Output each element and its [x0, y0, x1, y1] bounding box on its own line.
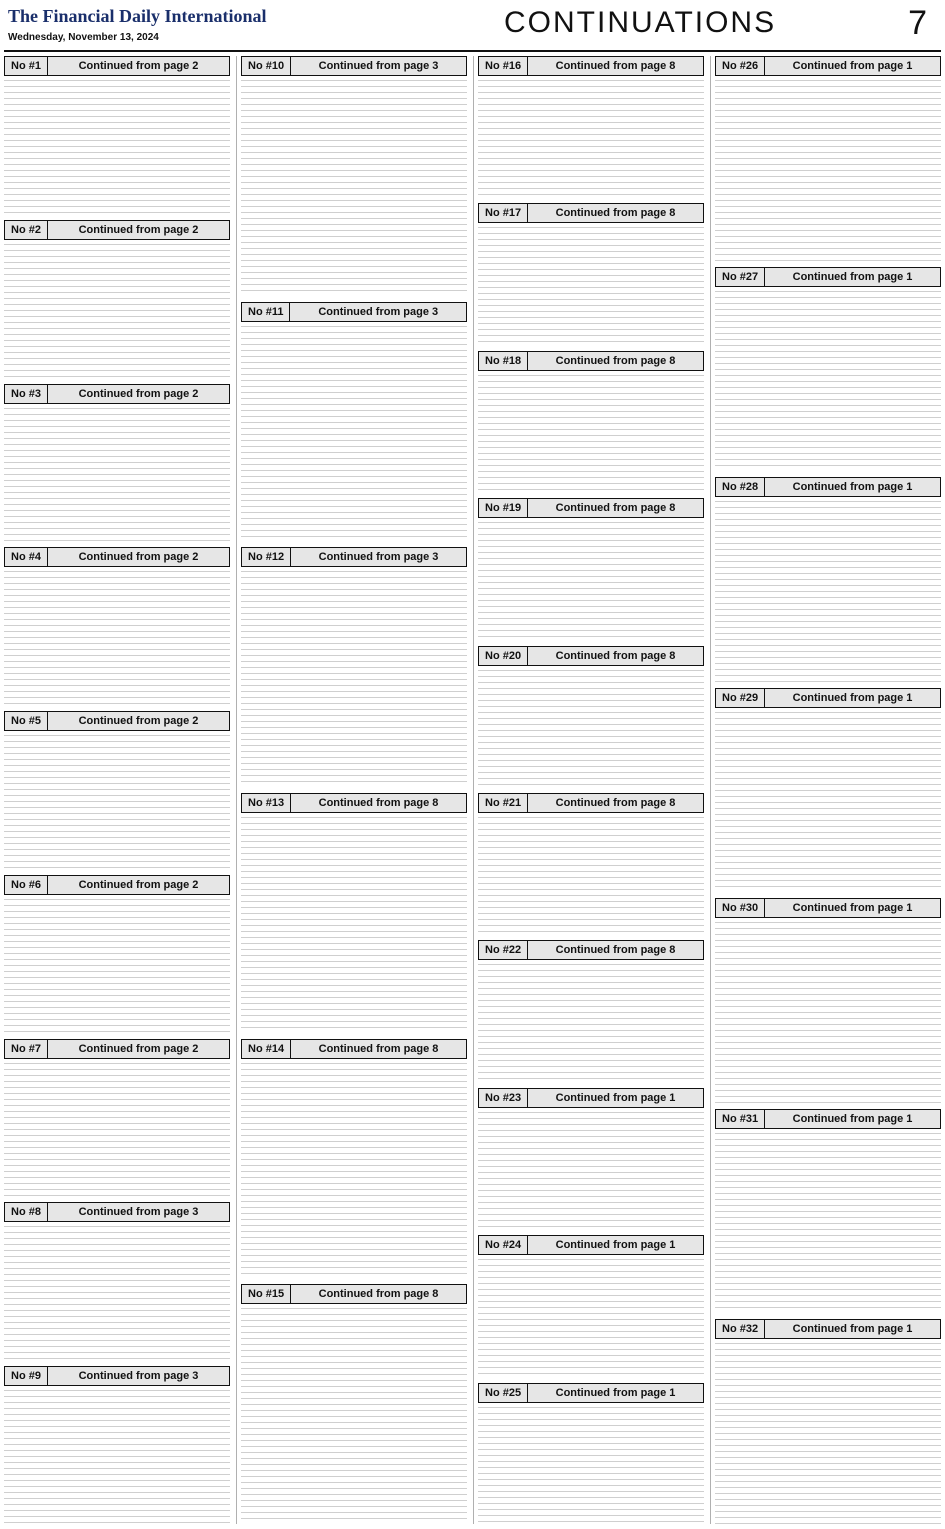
continuation-label: Continued from page 8: [555, 649, 676, 662]
article-body-placeholder: [478, 522, 704, 639]
continuation-number: No #5: [5, 712, 48, 730]
continuation-label: Continued from page 1: [792, 270, 913, 283]
continuation-block: [478, 1235, 704, 1376]
continuation-block: [478, 793, 704, 934]
continuation-label: Continued from page 1: [792, 1323, 913, 1336]
continuation-block: [241, 1284, 467, 1524]
continuation-label: Continued from page 1: [555, 1091, 676, 1104]
continuation-label: Continued from page 2: [78, 60, 199, 72]
continuation-label: Continued from page 8: [318, 1042, 439, 1055]
continuation-number: No #26: [716, 57, 765, 75]
continuation-number: No #1: [5, 57, 48, 75]
article-body-placeholder: [715, 1343, 941, 1524]
continuation-header: [4, 56, 230, 76]
article-body-placeholder: [4, 899, 230, 1033]
continuation-number: No #31: [716, 1110, 765, 1128]
continuations-grid: [4, 56, 941, 1524]
article-body-placeholder: [478, 1112, 704, 1229]
continuation-label: Continued from page 1: [792, 1112, 913, 1125]
continuation-number: No #18: [479, 352, 528, 370]
continuation-number: No #28: [716, 478, 765, 496]
continuation-block: [715, 56, 941, 261]
continuation-header: [4, 220, 230, 240]
article-body-placeholder: [241, 571, 467, 787]
continuation-block: [4, 875, 230, 1033]
article-body-placeholder: [715, 501, 941, 682]
continuation-number: No #19: [479, 499, 528, 517]
continuation-number: No #27: [716, 268, 765, 286]
continuation-label: Continued from page 1: [792, 902, 913, 915]
article-body-placeholder: [478, 375, 704, 492]
continuation-label: Continued from page 3: [318, 60, 439, 72]
continuation-header: [715, 56, 941, 76]
article-body-placeholder: [241, 1063, 467, 1279]
continuation-header: [478, 940, 704, 960]
continuation-number: No #24: [479, 1236, 528, 1254]
continuation-label: Continued from page 1: [555, 1239, 676, 1252]
continuation-header: [478, 646, 704, 666]
continuation-header: [478, 1088, 704, 1108]
continuation-number: No #9: [5, 1367, 48, 1385]
continuation-block: [4, 1202, 230, 1360]
continuation-block: [241, 302, 467, 542]
continuation-label: Continued from page 2: [78, 223, 199, 236]
article-body-placeholder: [4, 244, 230, 378]
continuation-label: Continued from page 2: [78, 878, 199, 891]
continuation-block: [4, 1039, 230, 1197]
continuation-label: Continued from page 8: [555, 207, 676, 220]
continuation-label: Continued from page 3: [78, 1206, 199, 1219]
continuation-block: [241, 547, 467, 787]
continuation-label: Continued from page 1: [792, 691, 913, 704]
continuation-header: [241, 1039, 467, 1059]
article-body-placeholder: [478, 80, 704, 197]
issue-date: Wednesday, November 13, 2024: [8, 32, 159, 43]
continuation-number: No #22: [479, 941, 528, 959]
continuation-header: [715, 477, 941, 497]
continuation-header: [478, 1383, 704, 1403]
article-body-placeholder: [715, 922, 941, 1103]
continuation-label: Continued from page 3: [318, 305, 439, 318]
continuation-block: [715, 1319, 941, 1524]
continuation-block: [478, 646, 704, 787]
continuation-number: No #16: [479, 57, 528, 75]
article-body-placeholder: [241, 817, 467, 1033]
continuation-block: [241, 1039, 467, 1279]
continuation-block: [4, 547, 230, 705]
continuation-block: [715, 688, 941, 893]
continuation-label: Continued from page 2: [78, 551, 199, 564]
continuation-number: No #2: [5, 221, 48, 239]
paper-name: The Financial Daily International: [8, 6, 267, 26]
continuation-number: No #20: [479, 647, 528, 665]
continuation-header: [715, 267, 941, 287]
continuation-block: [478, 56, 704, 197]
continuation-header: [478, 203, 704, 223]
continuation-block: [478, 203, 704, 344]
article-body-placeholder: [241, 1308, 467, 1524]
column: [473, 56, 704, 1524]
section-title: CONTINUATIONS: [504, 6, 777, 39]
continuation-block: [4, 711, 230, 869]
continuation-number: No #8: [5, 1203, 48, 1221]
column: [710, 56, 941, 1524]
continuation-number: No #7: [5, 1040, 48, 1058]
continuation-block: [715, 477, 941, 682]
article-body-placeholder: [241, 80, 467, 296]
article-body-placeholder: [4, 1390, 230, 1524]
column: [236, 56, 467, 1524]
continuation-block: [715, 1109, 941, 1314]
article-body-placeholder: [4, 1063, 230, 1197]
continuation-label: Continued from page 2: [78, 387, 199, 400]
page-number: 7: [908, 4, 927, 42]
article-body-placeholder: [478, 670, 704, 787]
continuation-number: No #13: [242, 794, 291, 812]
continuation-label: Continued from page 2: [78, 715, 199, 728]
continuation-block: [715, 267, 941, 472]
continuation-number: No #29: [716, 689, 765, 707]
continuation-block: [241, 793, 467, 1033]
continuation-label: Continued from page 3: [78, 1370, 199, 1383]
continuation-block: [478, 940, 704, 1081]
continuation-header: [4, 1202, 230, 1222]
article-body-placeholder: [4, 80, 230, 214]
continuation-number: No #14: [242, 1040, 291, 1058]
article-body-placeholder: [715, 291, 941, 472]
continuation-header: [4, 1039, 230, 1059]
column: [4, 56, 230, 1524]
continuation-label: Continued from page 8: [555, 944, 676, 957]
continuation-header: [478, 1235, 704, 1255]
continuation-label: Continued from page 8: [555, 354, 676, 367]
continuation-label: Continued from page 8: [318, 797, 439, 810]
continuation-block: [478, 1383, 704, 1524]
continuation-block: [4, 1366, 230, 1524]
continuation-block: [4, 384, 230, 542]
continuation-number: No #4: [5, 548, 48, 566]
article-body-placeholder: [715, 712, 941, 893]
continuation-number: No #32: [716, 1320, 765, 1338]
continuation-block: [241, 56, 467, 296]
continuation-block: [4, 56, 230, 214]
continuation-header: [715, 1319, 941, 1339]
continuation-number: No #12: [242, 548, 291, 566]
continuation-number: No #25: [479, 1384, 528, 1402]
continuation-header: [241, 1284, 467, 1304]
continuation-label: Continued from page 1: [792, 60, 913, 72]
continuation-number: No #15: [242, 1285, 291, 1303]
continuation-header: [241, 547, 467, 567]
continuation-header: [4, 875, 230, 895]
continuation-label: Continued from page 1: [555, 1386, 676, 1399]
continuation-header: [478, 351, 704, 371]
continuation-header: [241, 302, 467, 322]
continuation-header: [241, 793, 467, 813]
continuation-label: Continued from page 8: [555, 60, 676, 72]
article-body-placeholder: [241, 326, 467, 542]
continuation-block: [478, 351, 704, 492]
continuation-number: No #23: [479, 1089, 528, 1107]
continuation-header: [715, 688, 941, 708]
article-body-placeholder: [715, 80, 941, 261]
continuation-header: [4, 711, 230, 731]
continuation-label: Continued from page 3: [318, 551, 439, 564]
continuation-block: [4, 220, 230, 378]
article-body-placeholder: [4, 571, 230, 705]
article-body-placeholder: [4, 1226, 230, 1360]
continuation-label: Continued from page 2: [78, 1042, 199, 1055]
continuation-label: Continued from page 8: [555, 797, 676, 810]
continuation-number: No #3: [5, 385, 48, 403]
continuation-number: No #10: [242, 57, 291, 75]
continuation-block: [478, 1088, 704, 1229]
article-body-placeholder: [478, 817, 704, 934]
continuation-number: No #11: [242, 303, 290, 321]
continuation-header: [4, 1366, 230, 1386]
continuation-number: No #6: [5, 876, 48, 894]
masthead: [4, 4, 941, 52]
continuation-header: [715, 1109, 941, 1129]
continuation-header: [715, 898, 941, 918]
continuation-header: [478, 498, 704, 518]
article-body-placeholder: [478, 227, 704, 344]
continuation-header: [478, 793, 704, 813]
continuation-header: [241, 56, 467, 76]
article-body-placeholder: [715, 1133, 941, 1314]
article-body-placeholder: [4, 735, 230, 869]
continuation-number: No #21: [479, 794, 528, 812]
article-body-placeholder: [478, 1259, 704, 1376]
article-body-placeholder: [478, 964, 704, 1081]
continuation-label: Continued from page 8: [555, 502, 676, 515]
continuation-number: No #17: [479, 204, 528, 222]
continuation-label: Continued from page 8: [318, 1288, 439, 1301]
continuation-header: [4, 384, 230, 404]
continuation-label: Continued from page 1: [792, 481, 913, 494]
continuation-header: [478, 56, 704, 76]
article-body-placeholder: [4, 408, 230, 542]
continuation-block: [715, 898, 941, 1103]
article-body-placeholder: [478, 1407, 704, 1524]
continuation-header: [4, 547, 230, 567]
continuation-number: No #30: [716, 899, 765, 917]
continuation-block: [478, 498, 704, 639]
